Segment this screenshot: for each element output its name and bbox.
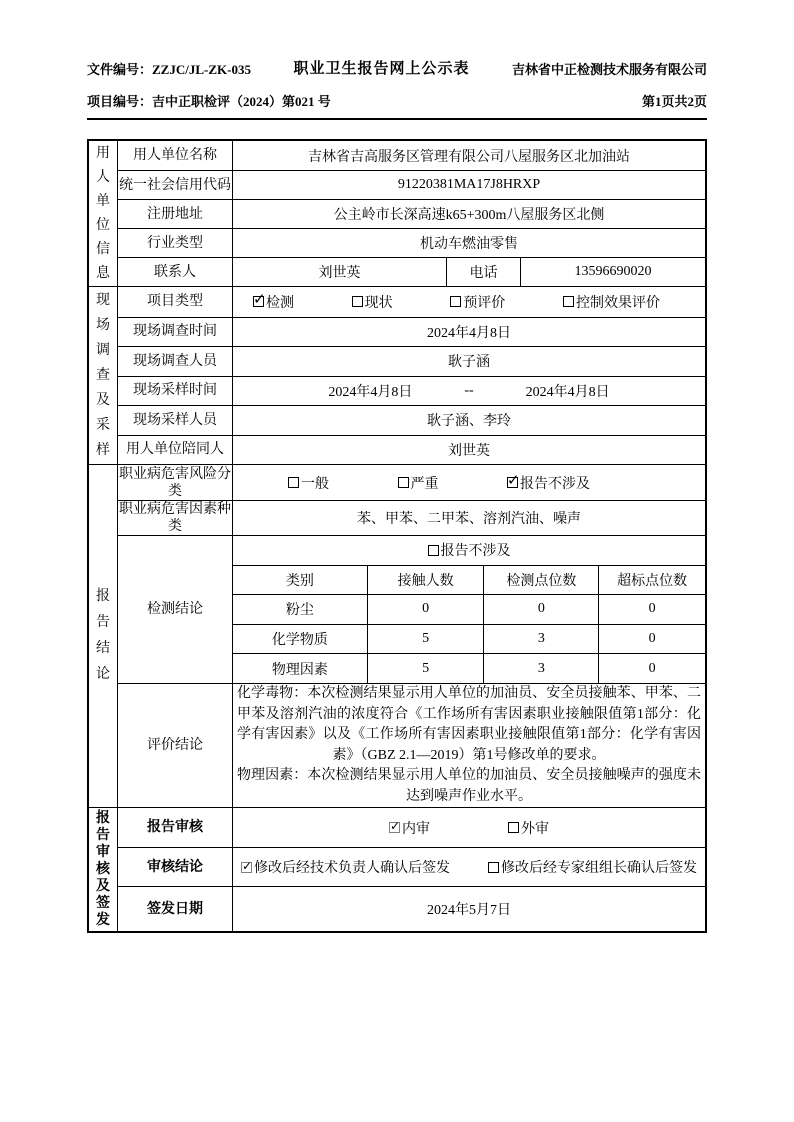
option-label: 报告不涉及 [440, 544, 511, 560]
option-label: 外审 [521, 821, 549, 837]
section-title-survey: 现场调查及采样 [89, 287, 118, 464]
checkbox-icon [288, 477, 299, 488]
row-review-conclusion [118, 847, 705, 886]
row-evaluation-conclusion [118, 683, 705, 807]
date-separator: -- [464, 382, 474, 398]
field-value: 2024年4月8日 [427, 325, 511, 341]
field-value: 苯、甲苯、二甲苯、溶剂汽油、噪声 [357, 512, 581, 527]
sampling-end-date: 2024年4月8日 [525, 384, 610, 400]
field-value: 耿子涵、李玲 [427, 414, 511, 430]
option-label: 报告不涉及 [520, 476, 590, 492]
row-sampling-time [118, 376, 705, 406]
checkbox-icon [563, 296, 574, 307]
header-divider [87, 118, 707, 120]
field-label: 报告审核 [118, 808, 233, 847]
row-detection-conclusion [118, 535, 705, 683]
field-value: 刘世英 [448, 443, 490, 459]
row-survey-time [118, 317, 705, 347]
field-label: 联系人 [118, 258, 233, 286]
evaluation-text [233, 684, 705, 807]
cell: 化学物质 [271, 633, 328, 649]
checkbox-icon [428, 545, 439, 556]
org-name: 吉林省中正检测技术服务有限公司 [511, 62, 707, 77]
field-label: 用人单位陪同人 [118, 436, 233, 465]
row-registered-address [118, 199, 705, 228]
option-external-audit [508, 818, 549, 838]
checkbox-icon [253, 296, 264, 307]
field-value: 2024年5月7日 [427, 903, 511, 918]
page-indicator: 第1页共2页 [641, 94, 707, 109]
row-risk-class [118, 465, 705, 500]
checkbox-icon [507, 477, 518, 488]
column-header: 接触人数 [367, 566, 484, 595]
cell: 0 [367, 595, 484, 624]
option-tech-lead-confirm [241, 857, 450, 877]
option-general [288, 473, 329, 493]
cell: 0 [598, 654, 705, 683]
option-label: 检测 [266, 295, 294, 311]
detection-table-header [233, 565, 705, 595]
field-label: 职业病危害因素种类 [119, 502, 231, 534]
option-label: 预评价 [463, 295, 506, 311]
option-label: 修改后经技术负责人确认后签发 [254, 861, 450, 876]
field-label: 签发日期 [118, 887, 233, 931]
section-survey-sampling [89, 286, 705, 464]
page-header [87, 58, 707, 120]
doc-number: 文件编号：ZZJC/JL-ZK-035 [87, 62, 251, 77]
row-accompany [118, 435, 705, 465]
section-report-conclusion [89, 464, 705, 807]
checkbox-icon [488, 862, 499, 873]
field-label: 评价结论 [118, 684, 233, 807]
field-label: 项目类型 [118, 287, 233, 317]
checkbox-icon [389, 822, 400, 833]
option-label: 修改后经专家组组长确认后签发 [501, 861, 697, 876]
phone-label: 电话 [446, 258, 521, 286]
row-hazard-factors [118, 500, 705, 535]
row-contact [118, 257, 705, 286]
sampling-start-date: 2024年4月8日 [328, 384, 413, 400]
option-label: 一般 [301, 476, 329, 492]
form-table [87, 139, 707, 933]
field-label: 检测结论 [118, 536, 233, 683]
row-report-review [118, 808, 705, 847]
row-issue-date [118, 886, 705, 931]
cell: 3 [483, 625, 598, 654]
column-header: 超标点位数 [598, 566, 705, 595]
checkbox-icon [508, 822, 519, 833]
option-status-quo [352, 292, 393, 312]
field-label: 现场采样人员 [118, 406, 233, 435]
option-expert-lead-confirm [488, 857, 697, 877]
section-review-issuance [89, 807, 705, 931]
option-control-effect [563, 292, 660, 312]
section-employer-info [89, 141, 705, 286]
field-label: 现场调查时间 [118, 318, 233, 347]
checkbox-icon [352, 296, 363, 307]
option-label: 控制效果评价 [575, 295, 660, 311]
option-label: 现状 [364, 295, 393, 311]
option-internal-audit [389, 818, 430, 838]
field-label: 职业病危害风险分类 [119, 466, 231, 499]
field-label: 统一社会信用代码 [118, 171, 233, 199]
row-samplers [118, 405, 705, 435]
field-label: 用人单位名称 [118, 141, 233, 170]
option-label: 严重 [410, 476, 439, 492]
row-surveyors [118, 346, 705, 376]
field-label: 行业类型 [118, 229, 233, 257]
field-label: 现场采样时间 [118, 377, 233, 406]
row-industry-type [118, 228, 705, 257]
cell: 5 [367, 625, 484, 654]
checkbox-icon [398, 477, 409, 488]
field-value: 吉林省吉高服务区管理有限公司八屋服务区北加油站 [308, 149, 630, 165]
row-employer-name [118, 141, 705, 170]
checkbox-icon [241, 862, 252, 873]
option-severe [398, 473, 439, 493]
table-row-physical [233, 653, 705, 683]
field-value: 机动车燃油零售 [420, 237, 518, 252]
row-credit-code [118, 170, 705, 199]
detection-not-involved-row [233, 536, 705, 565]
evaluation-paragraph-physical: 物理因素：本次检测结果显示用人单位的加油员、安全员接触噪声的强度未达到噪声作业水平。 [237, 768, 701, 804]
option-not-involved [507, 473, 590, 493]
field-label: 现场调查人员 [118, 347, 233, 376]
option-detection [253, 292, 294, 312]
section-title-conclusion: 报告结论 [89, 465, 118, 807]
field-value: 耿子涵 [448, 355, 490, 371]
field-label: 审核结论 [118, 848, 233, 886]
column-header: 类别 [285, 573, 314, 589]
field-value: 公主岭市长深高速k65+300m八屋服务区北侧 [333, 208, 605, 223]
section-title-employer: 用人单位信息 [89, 141, 118, 286]
cell: 0 [483, 595, 598, 624]
project-number: 项目编号：吉中正职检评（2024）第021 号 [87, 94, 331, 109]
field-value: 91220381MA17J8HRXP [397, 177, 541, 192]
field-label: 注册地址 [118, 200, 233, 228]
cell: 3 [483, 654, 598, 683]
cell: 物理因素 [271, 662, 328, 678]
option-label: 内审 [402, 821, 430, 837]
cell: 5 [367, 654, 484, 683]
section-title-approval: 报告审核及签发 [89, 808, 118, 931]
cell: 0 [598, 625, 705, 654]
cell: 0 [598, 595, 705, 624]
table-row-chemical [233, 624, 705, 654]
phone-value: 13596690020 [574, 264, 652, 279]
option-report-not-involved [428, 540, 511, 560]
evaluation-paragraph-chemical: 化学毒物：本次检测结果显示用人单位的加油员、安全员接触苯、甲苯、二甲苯及溶剂汽油的浓度符合《工作场所有害因素职业接触限值第1部分：化学有害因素》以及《工作场所有害因素职业接触限值第1部分：化学有害因素》（GBZ 2.1—2019）第1号修改单的要求。 [237, 686, 701, 763]
checkbox-icon [450, 296, 461, 307]
option-pre-evaluation [450, 292, 505, 312]
column-header: 检测点位数 [483, 566, 598, 595]
page-title: 职业卫生报告网上公示表 [293, 61, 470, 77]
row-project-type [118, 287, 705, 317]
contact-name: 刘世英 [318, 266, 361, 281]
table-row-dust [233, 594, 705, 624]
cell: 粉尘 [285, 603, 314, 619]
